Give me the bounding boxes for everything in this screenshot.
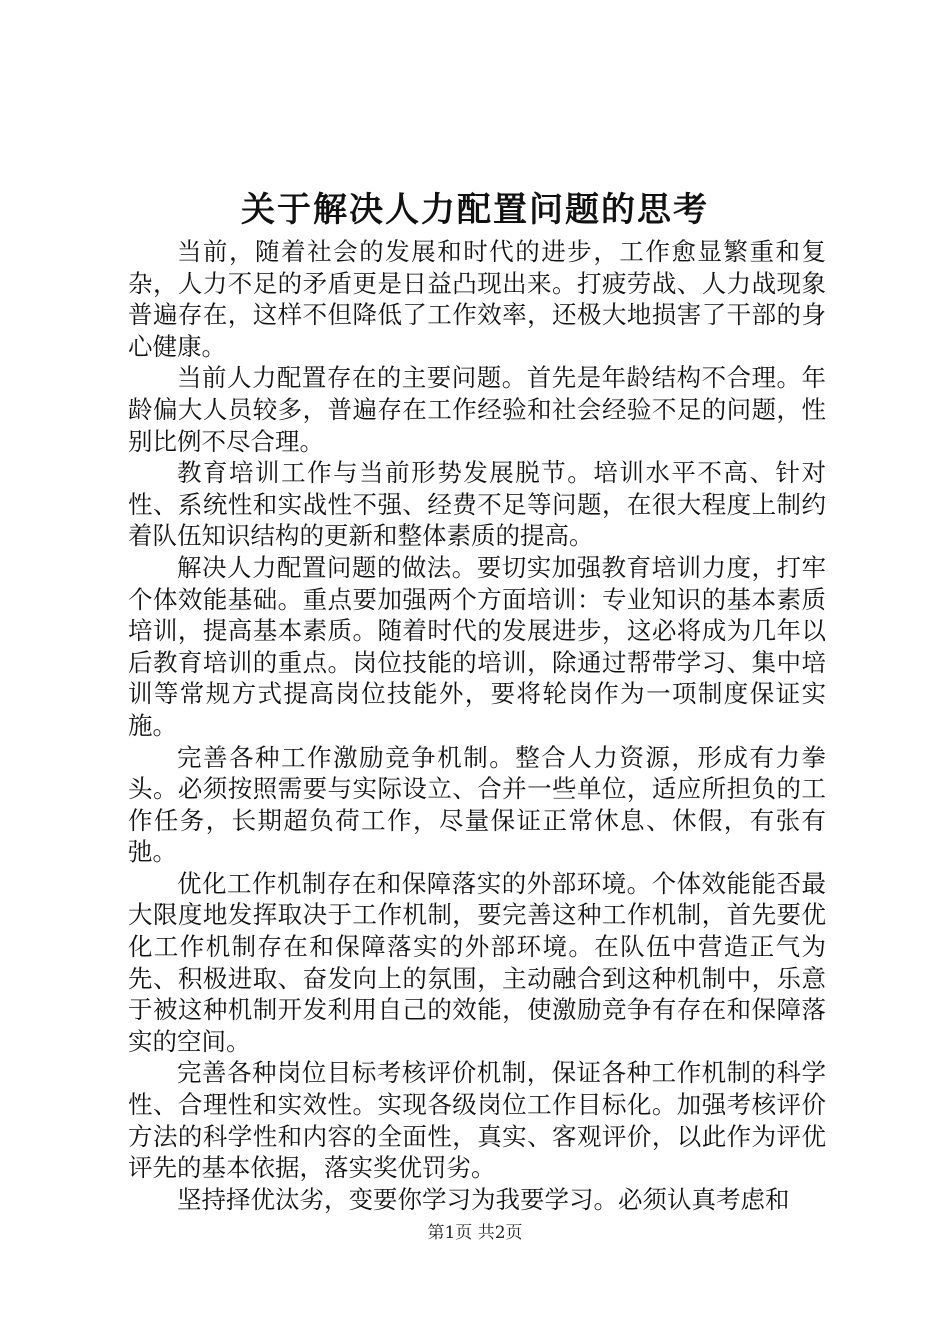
paragraph: 完善各种岗位目标考核评价机制，保证各种工作机制的科学性、合理性和实效性。实现各级岗位工作目标化。加强考核评价方法的科学性和内容的全面性，真实、客观评价，以此作为评优评先的基本依据，落实奖优罚劣。 xyxy=(128,1058,826,1183)
paragraph: 优化工作机制存在和保障落实的外部环境。个体效能能否最大限度地发挥取决于工作机制，要完善这种工作机制，首先要优化工作机制存在和保障落实的外部环境。在队伍中营造正气为先、积极进取、奋发向上的氛围，主动融合到这种机制中，乐意于被这种机制开发利用自己的效能，使激励竞争有存在和保障落实的空间。 xyxy=(128,868,826,1056)
paragraph: 坚持择优汰劣，变要你学习为我要学习。必须认真考虑和 xyxy=(177,1184,790,1214)
paragraph: 当前，随着社会的发展和时代的进步，工作愈显繁重和复杂，人力不足的矛盾更是日益凸现出来。打疲劳战、人力战现象普遍存在，这样不但降低了工作效率，还极大地损害了干部的身心健康。 xyxy=(128,237,826,361)
document-title: 关于解决人力配置问题的思考 xyxy=(241,190,709,230)
paragraph: 解决人力配置问题的做法。要切实加强教育培训力度，打牢个体效能基础。重点要加强两个方面培训：专业知识的基本素质培训，提高基本素质。随着时代的发展进步，这必将成为几年以后教育培训的重点。岗位技能的培训，除通过帮带学习、集中培训等常规方式提高岗位技能外，要将轮岗作为一项制度保证实施。 xyxy=(128,552,826,740)
paragraph: 教育培训工作与当前形势发展脱节。培训水平不高、针对性、系统性和实战性不强、经费不足等问题，在很大程度上制约着队伍知识结构的更新和整体素质的提高。 xyxy=(128,458,826,551)
page-footer: 第1页 共2页 xyxy=(427,1223,523,1243)
document-body xyxy=(128,236,826,1215)
paragraph: 完善各种工作激励竞争机制。整合人力资源，形成有力拳头。必须按照需要与实际设立、合并一些单位，适应所担负的工作任务，长期超负荷工作，尽量保证正常休息、休假，有张有弛。 xyxy=(128,742,826,867)
paragraph: 当前人力配置存在的主要问题。首先是年龄结构不合理。年龄偏大人员较多，普遍存在工作经验和社会经验不足的问题，性别比例不尽合理。 xyxy=(128,363,826,456)
